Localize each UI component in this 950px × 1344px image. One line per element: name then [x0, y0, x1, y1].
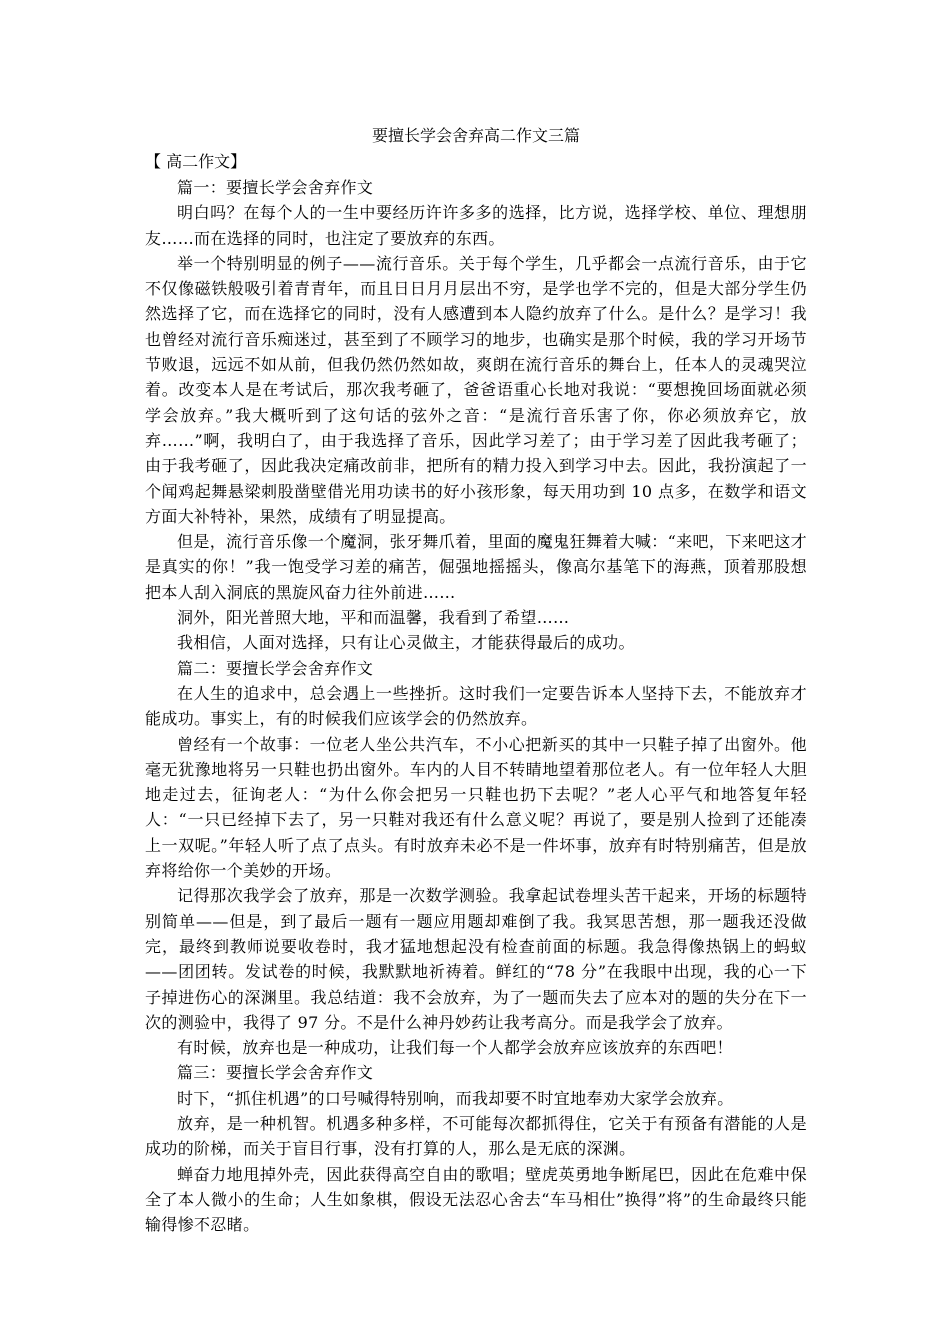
paragraph: 洞外，阳光普照大地，平和而温馨，我看到了希望……	[177, 608, 570, 628]
category-label: 【 高二作文】	[145, 152, 247, 171]
paragraph: 蝉奋力地甩掉外壳，因此获得高空自由的歌唱；壁虎英勇地争断尾巴，因此在危难中保全了本人微小的生命；人生如象棋，假设无法忍心舍去“车马相仕”换得”将”的生命最终只能输得惨不忍睹。	[145, 1164, 807, 1235]
paragraph: 记得那次我学会了放弃，那是一次数学测验。我拿起试卷埋头苦干起来，开场的标题特别简单——但是，到了最后一题有一题应用题却难倒了我。我冥思苦想，那一题我还没做完，最终到教师说要收卷时，我才猛地想起没有检查前面的标题。我急得像热锅上的蚂蚁——团团转。发试卷的时候，我默默地祈祷着。鲜红的“78 分”在我眼中出现，我的心一下子掉进伤心的深渊里。我总结道：我不会放弃，为了一题而失去了应本对的题的失分在下一次的测验中，我得了 97 分。不是什么神丹妙药让我考高分。而是我学会了放弃。	[145, 886, 807, 1032]
paragraph: 但是，流行音乐像一个魔洞，张牙舞爪着，里面的魔鬼狂舞着大喊：“来吧，下来吧这才是真实的你！”我一饱受学习差的痛苦，倔强地摇摇头，像高尔基笔下的海燕，顶着那股想把本人刮入洞底的黑旋风奋力往外前进……	[145, 532, 807, 602]
paragraph: 曾经有一个故事：一位老人坐公共汽车，不小心把新买的其中一只鞋子掉了出窗外。他毫无犹豫地将另一只鞋也扔出窗外。车内的人目不转睛地望着那位老人。有一位年轻人大胆地走过去，征询老人：“为什么你会把另一只鞋也扔下去呢？”老人心平气和地答复年轻人：“一只已经掉下去了，另一只鞋对我还有什么意义呢？再说了，要是别人捡到了还能凑上一双呢。”年轻人听了点了点头。有时放弃未必不是一件坏事，放弃有时特别痛苦，但是放弃将给你一个美妙的开场。	[145, 734, 807, 881]
paragraph: 放弃，是一种机智。机遇多种多样，不可能每次都抓得住，它关于有预备有潜能的人是成功的阶梯，而关于盲目行事，没有打算的人，那么是无底的深渊。	[145, 1113, 807, 1159]
section-heading-2: 篇二：要擅长学会舍弃作文	[177, 658, 374, 678]
paragraph: 有时候，放弃也是一种成功，让我们每一个人都学会放弃应该放弃的东西吧！	[177, 1038, 733, 1058]
document-title: 要擅长学会舍弃高二作文三篇	[371, 126, 580, 145]
section-heading-1: 篇一：要擅长学会舍弃作文	[177, 178, 374, 197]
section-heading-3: 篇三：要擅长学会舍弃作文	[177, 1063, 374, 1083]
paragraph: 明白吗？在每个人的一生中要经历许许多多的选择，比方说，选择学校、单位、理想朋友……而在选择的同时，也注定了要放弃的东西。	[145, 203, 807, 248]
paragraph: 我相信，人面对选择，只有让心灵做主，才能获得最后的成功。	[177, 633, 635, 653]
paragraph: 举一个特别明显的例子——流行音乐。关于每个学生，几乎都会一点流行音乐，由于它不仅像磁铁般吸引着青青年，而且日日月月层出不穷，是学也学不完的，但是大部分学生仍然选择了它，而在选择它的同时，没有人感遭到本人隐约放弃了什么。是什么？是学习！我也曾经对流行音乐痴迷过，甚至到了不顾学习的地步，也确实是那个时候，我的学习开场节节败退，远远不如从前，但我仍然仍然如故，爽朗在流行音乐的舞台上，任本人的灵魂哭泣着。改变本人是在考试后，那次我考砸了，爸爸语重心长地对我说：“要想挽回场面就必须学会放弃。”我大概听到了这句话的弦外之音：“是流行音乐害了你，你必须放弃它，放弃……”啊，我明白了，由于我选择了音乐，因此学习差了；由于学习差了因此我考砸了；由于我考砸了，因此我决定痛改前非，把所有的精力投入到学习中去。因此，我扮演起了一个闻鸡起舞悬梁刺股凿壁借光用功读书的好小孩形象，每天用功到 10 点多，在数学和语文方面大补特补，果然，成绩有了明显提高。	[145, 253, 807, 526]
document-page	[145, 123, 807, 1237]
paragraph: 时下，“抓住机遇”的口号喊得特别响，而我却要不时宜地奉劝大家学会放弃。	[177, 1088, 734, 1108]
paragraph: 在人生的追求中，总会遇上一些挫折。这时我们一定要告诉本人坚持下去，不能放弃才能成功。事实上，有的时候我们应该学会的仍然放弃。	[145, 683, 807, 729]
